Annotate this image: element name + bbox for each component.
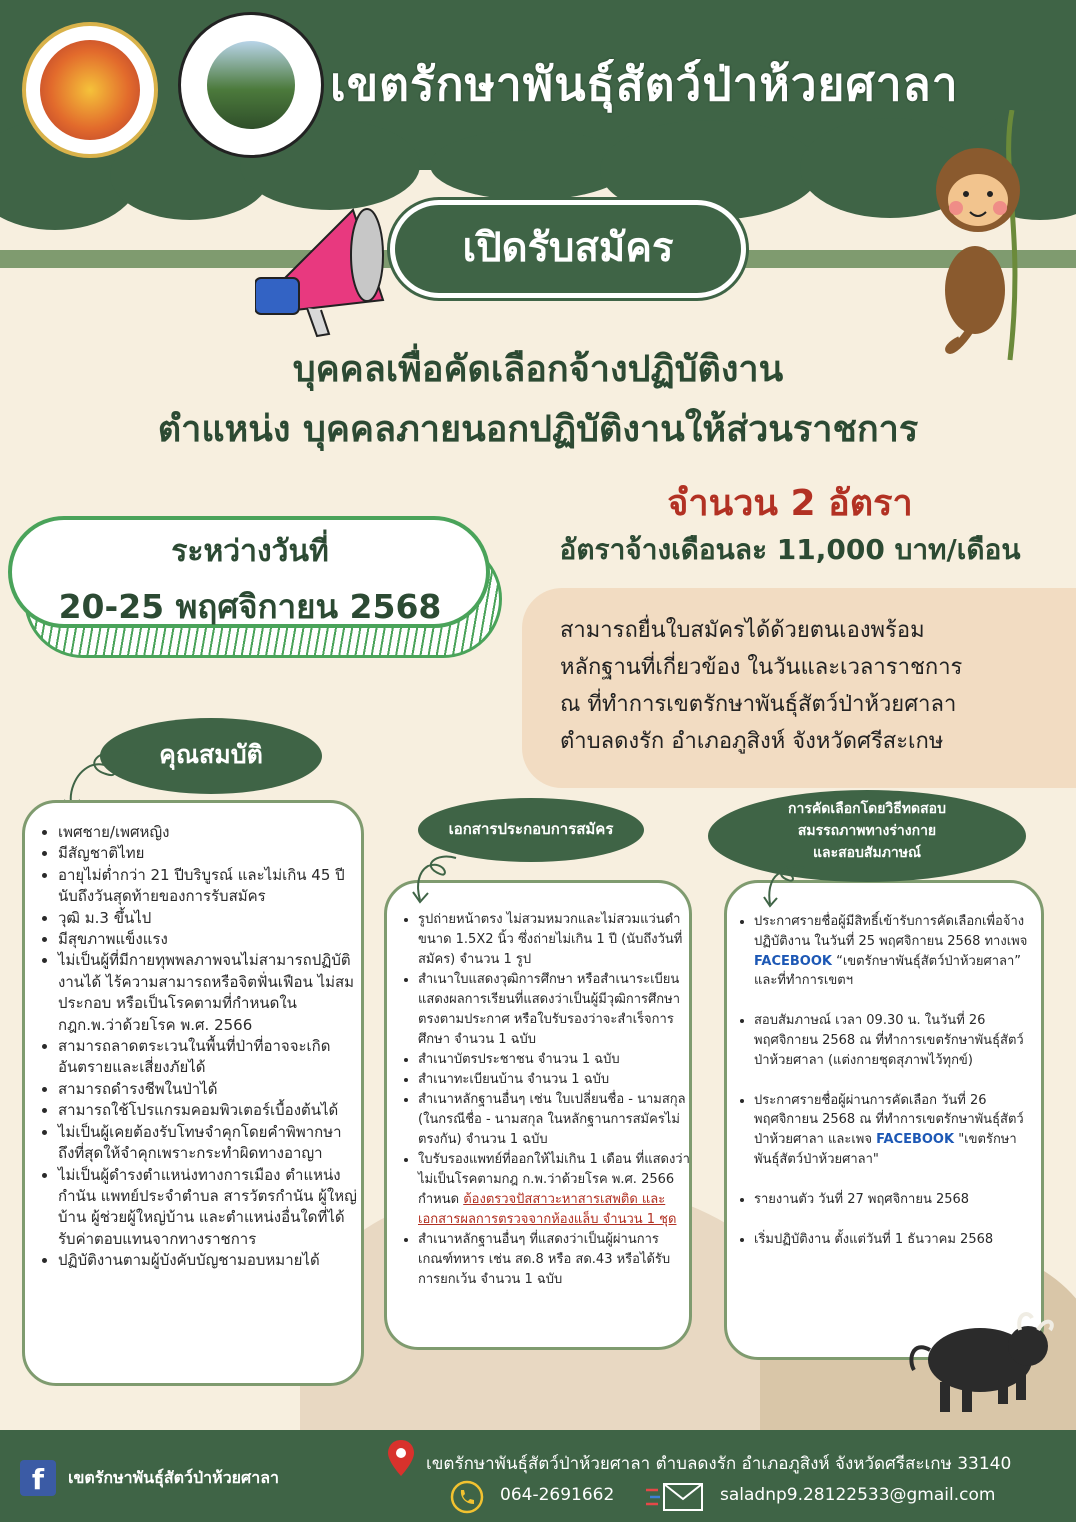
- megaphone-icon: [255, 200, 395, 340]
- selection-title-line: การคัดเลือกโดยวิธีทดสอบ: [788, 801, 946, 817]
- apply-line: สามารถยื่นใบสมัครได้ด้วยตนเองพร้อม: [560, 618, 925, 643]
- qualification-item: • ไม่เป็นผู้ที่มีกายทุพพลภาพจนไม่สามารถปฏิบัติงานได้ ไร้ความสามารถหรือจิตฟั่นเฟือน ไม่สมประกอบ หรือเป็นโรคตามที่กำหนดในกฎก.พ.ว่าด้วยโรค พ.ศ. 2566: [58, 950, 360, 1036]
- heading-line-1: บุคคลเพื่อคัดเลือกจ้างปฏิบัติงาน: [292, 349, 784, 390]
- qualification-item: • สามารถใช้โปรแกรมคอมพิวเตอร์เบื้องต้นได้: [58, 1100, 360, 1121]
- selection-item: • ประกาศรายชื่อผู้ผ่านการคัดเลือก วันที่ 26 พฤศจิกายน 2568 ณ ที่ทำการเขตรักษาพันธุ์สัตว์ป่าห้วยศาลา และเพจ FACEBOOK "เขตรักษาพันธุ์สัตว์ป่าห้วยศาลา": [754, 1091, 1039, 1170]
- position-count: จำนวน 2 อัตรา: [667, 483, 913, 524]
- qualification-item: • ปฏิบัติงานตามผู้บังคับบัญชามอบหมายได้: [58, 1250, 360, 1271]
- bison-illustration: [900, 1300, 1060, 1420]
- qualification-item: • สามารถดำรงชีพในป่าได้: [58, 1079, 360, 1100]
- date-range: 20-25 พฤศจิกายน 2568: [58, 587, 442, 626]
- page-title: เขตรักษาพันธุ์สัตว์ป่าห้วยศาลา: [330, 57, 959, 111]
- curved-arrow-icon: [756, 862, 812, 912]
- qualification-item: • อายุไม่ต่ำกว่า 21 ปีบริบูรณ์ และไม่เกิน 45 ปี นับถึงวันสุดท้ายของการรับสมัคร: [58, 865, 360, 908]
- email-address[interactable]: saladnp9.28122533@gmail.com: [720, 1485, 996, 1505]
- document-item: • สำเนาหลักฐานอื่นๆ เช่น ใบเปลี่ยนชื่อ - นามสกุล (ในกรณีชื่อ - นามสกุล ในหลักฐานการสมัครไม่ตรงกัน) จำนวน 1 ฉบับ: [418, 1090, 690, 1150]
- documents-title: เอกสารประกอบการสมัคร: [418, 798, 644, 862]
- document-item: • รูปถ่ายหน้าตรง ไม่สวมหมวกและไม่สวมแว่นดำ ขนาด 1.5X2 นิ้ว ซึ่งถ่ายไม่เกิน 1 ปี (นับถึงวันที่สมัคร) จำนวน 1 รูป: [418, 910, 690, 970]
- qualifications-title: คุณสมบัติ: [100, 718, 322, 794]
- qualification-item: • เพศชาย/เพศหญิง: [58, 822, 360, 843]
- selection-item: • ประกาศรายชื่อผู้มีสิทธิ์เข้ารับการคัดเลือกเพื่อจ้างปฏิบัติงาน ในวันที่ 25 พฤศจิกายน 2568 ทางเพจ FACEBOOK “เขตรักษาพันธุ์สัตว์ป่าห้วยศาลา” และที่ทำการเขตฯ: [754, 912, 1039, 991]
- document-item: • สำเนาทะเบียนบ้าน จำนวน 1 ฉบับ: [418, 1070, 690, 1090]
- sanctuary-logo: [178, 12, 324, 158]
- selection-title-line: สมรรถภาพทางร่างกาย: [797, 823, 937, 839]
- selection-list: [734, 912, 1039, 1269]
- qualifications-list: [38, 822, 360, 1272]
- apply-line: ณ ที่ทำการเขตรักษาพันธุ์สัตว์ป่าห้วยศาลา: [560, 692, 957, 717]
- facebook-link[interactable]: FACEBOOK: [876, 1132, 955, 1148]
- address-text: เขตรักษาพันธุ์สัตว์ป่าห้วยศาลา ตำบลดงรัก อำเภอภูสิงห์ จังหวัดศรีสะเกษ 33140: [426, 1454, 1012, 1474]
- selection-item: • เริ่มปฏิบัติงาน ตั้งแต่วันที่ 1 ธันวาคม 2568: [754, 1230, 1039, 1250]
- qualification-item: • ไม่เป็นผู้เคยต้องรับโทษจำคุกโดยคำพิพากษาถึงที่สุดให้จำคุกเพราะกระทำผิดทางอาญา: [58, 1122, 360, 1165]
- selection-item: • รายงานตัว วันที่ 27 พฤศจิกายน 2568: [754, 1190, 1039, 1210]
- document-item: • สำเนาบัตรประชาชน จำนวน 1 ฉบับ: [418, 1050, 690, 1070]
- salary-rate: อัตราจ้างเดือนละ 11,000 บาท/เดือน: [559, 533, 1021, 566]
- monkey-illustration: [930, 110, 1050, 370]
- selection-item: • สอบสัมภาษณ์ เวลา 09.30 น. ในวันที่ 26 พฤศจิกายน 2568 ณ ที่ทำการเขตรักษาพันธุ์สัตว์ป่าห้วยศาลา (แต่งกายชุดสุภาพไว้ทุกข์): [754, 1011, 1039, 1070]
- email-icon: [646, 1482, 704, 1512]
- document-item: • สำเนาหลักฐานอื่นๆ ที่แสดงว่าเป็นผู้ผ่านการเกณฑ์ทหาร เช่น สด.8 หรือ สด.43 หรือได้รับการยกเว้น จำนวน 1 ฉบับ: [418, 1230, 690, 1290]
- apply-info-text: [560, 612, 1070, 760]
- facebook-icon[interactable]: f: [20, 1460, 56, 1496]
- curved-arrow-icon: [406, 852, 466, 908]
- apply-line: ตำบลดงรัก อำเภอภูสิงห์ จังหวัดศรีสะเกษ: [560, 729, 944, 754]
- phone-number[interactable]: 064-2691662: [500, 1485, 615, 1505]
- qualification-item: • วุฒิ ม.3 ขึ้นไป: [58, 908, 360, 929]
- qualification-item: • มีสัญชาติไทย: [58, 843, 360, 864]
- facebook-page-name[interactable]: เขตรักษาพันธุ์สัตว์ป่าห้วยศาลา: [68, 1468, 279, 1487]
- date-label: ระหว่างวันที่: [171, 534, 329, 569]
- dnp-logo: [22, 22, 158, 158]
- qualification-item: • สามารถลาดตระเวนในพื้นที่ป่าที่อาจจะเกิดอันตรายและเสี่ยงภัยได้: [58, 1036, 360, 1079]
- selection-title-line: และสอบสัมภาษณ์: [812, 845, 922, 861]
- qualification-item: • ไม่เป็นผู้ดำรงตำแหน่งทางการเมือง ตำแหน่งกำนัน แพทย์ประจำตำบล สารวัตรกำนัน ผู้ใหญ่บ้าน ผู้ช่วยผู้ใหญ่บ้าน และตำแหน่งอื่นใดที่ได้รับค่าตอบแทนจากทางราชการ: [58, 1165, 360, 1251]
- document-item: • สำเนาใบแสดงวุฒิการศึกษา หรือสำเนาระเบียนแสดงผลการเรียนที่แสดงว่าเป็นผู้มีวุฒิการศึกษาตรงตามประกาศ หรือใบรับรองว่าจะสำเร็จการศึกษา จำนวน 1 ฉบับ: [418, 970, 690, 1050]
- location-pin-icon: [388, 1440, 414, 1476]
- medical-certificate-text: ใบรับรองแพทย์ที่ออกให้ไม่เกิน 1 เดือน ที่แสดงว่าไม่เป็นโรคตามกฎ ก.พ.ว่าด้วยโรค พ.ศ. 2566 กำหนด: [418, 1152, 690, 1207]
- heading-line-2: ตำแหน่ง บุคคลภายนอกปฏิบัติงานให้ส่วนราชการ: [157, 409, 919, 450]
- drug-test-note: ต้องตรวจปัสสาวะหาสารเสพติด และเอกสารผลการตรวจจากห้องแล็บ จำนวน 1 ชุด: [418, 1192, 677, 1227]
- phone-icon: [450, 1480, 484, 1514]
- documents-list: [398, 910, 690, 1290]
- open-applications-badge: เปิดรับสมัคร: [390, 200, 746, 298]
- facebook-link[interactable]: FACEBOOK: [754, 953, 832, 969]
- apply-line: หลักฐานที่เกี่ยวข้อง ในวันและเวลาราชการ: [560, 655, 963, 680]
- document-item: [418, 1150, 690, 1230]
- qualification-item: • มีสุขภาพแข็งแรง: [58, 929, 360, 950]
